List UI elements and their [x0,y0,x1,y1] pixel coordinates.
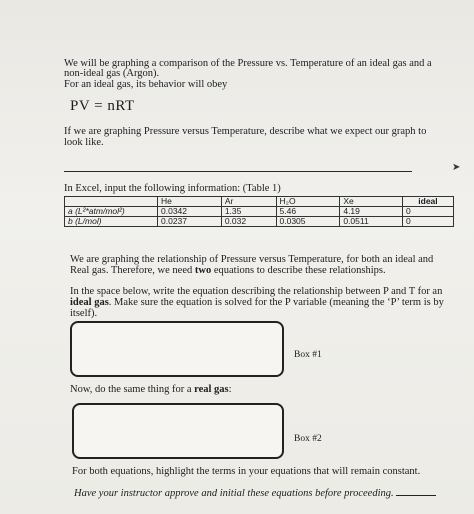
relationship-bold: two [194,265,212,276]
instructions-text: . Make sure the equation is solved for the P variable (meaning the ‘P’ term is by [108,297,444,308]
table-row [65,207,454,217]
table-cell: 0.032 [221,217,276,227]
table-header-cell: ideal [402,197,453,207]
relationship-text: Real gas. Therefore, we need [70,265,195,276]
table-cell: 0 [402,207,453,217]
table-header-cell [65,197,158,207]
instructions-bold: ideal gas [70,297,109,308]
table-row-label: b (L/mol) [65,217,158,227]
answer-line [64,171,412,172]
table-row-label: a (L²*atm/mol²) [65,207,158,217]
table-header-cell: Ar [221,197,276,207]
table-cell: 5.46 [276,207,340,217]
real-gas-text: Now, do the same thing for a [70,384,195,395]
table-header-cell: H₂O [276,197,340,207]
table-cell: 4.19 [340,207,403,217]
table-header-cell: He [158,197,222,207]
signature-blank[interactable] [396,495,436,496]
table-cell: 1.35 [221,207,276,217]
relationship-text: equations to describe these relationships. [211,265,386,276]
table-cell: 0.0342 [158,207,222,217]
cursor-arrow-icon: ➤ [452,162,461,173]
box-1-label: Box #1 [294,350,322,360]
approval-line [74,488,436,499]
table-header-row [65,197,454,207]
table-cell: 0 [402,217,453,227]
real-gas-line [70,384,232,395]
instructions-line-1: In the space below, write the equation describing the relationship between P and T for an [70,286,443,297]
instructions-line-3: itself). [70,308,98,319]
table-row [65,217,454,227]
intro-line-2: non-ideal gas (Argon). [64,68,160,79]
constants-table [64,196,454,227]
table-cell: 0.0511 [340,217,403,227]
real-gas-bold: real gas [194,384,229,395]
approval-text: Have your instructor approve and initial these equations before proceeding. [74,488,394,499]
real-gas-text: : [228,384,232,395]
table-caption: In Excel, input the following information: (Table 1) [64,183,281,194]
ideal-gas-equation: PV = nRT [70,98,135,114]
intro-line-1: We will be graphing a comparison of the Pressure vs. Temperature of an ideal gas and a [64,58,432,69]
table-cell: 0.0237 [158,217,222,227]
table-header-cell: Xe [340,197,403,207]
highlight-instruction: For both equations, highlight the terms in your equations that will remain constant. [72,466,421,477]
relationship-line-1: We are graphing the relationship of Pressure versus Temperature, for both an ideal and [70,254,434,265]
intro-line-3: For an ideal gas, its behavior will obey [64,79,228,90]
box-2-label: Box #2 [294,434,322,444]
answer-box-2[interactable] [72,403,284,459]
relationship-line-2 [70,265,386,276]
question-line-2: look like. [64,137,104,148]
table-cell: 0.0305 [276,217,340,227]
answer-box-1[interactable] [70,321,284,377]
instructions-line-2 [70,297,444,308]
question-line-1: If we are graphing Pressure versus Temperature, describe what we expect our graph to [64,126,427,137]
